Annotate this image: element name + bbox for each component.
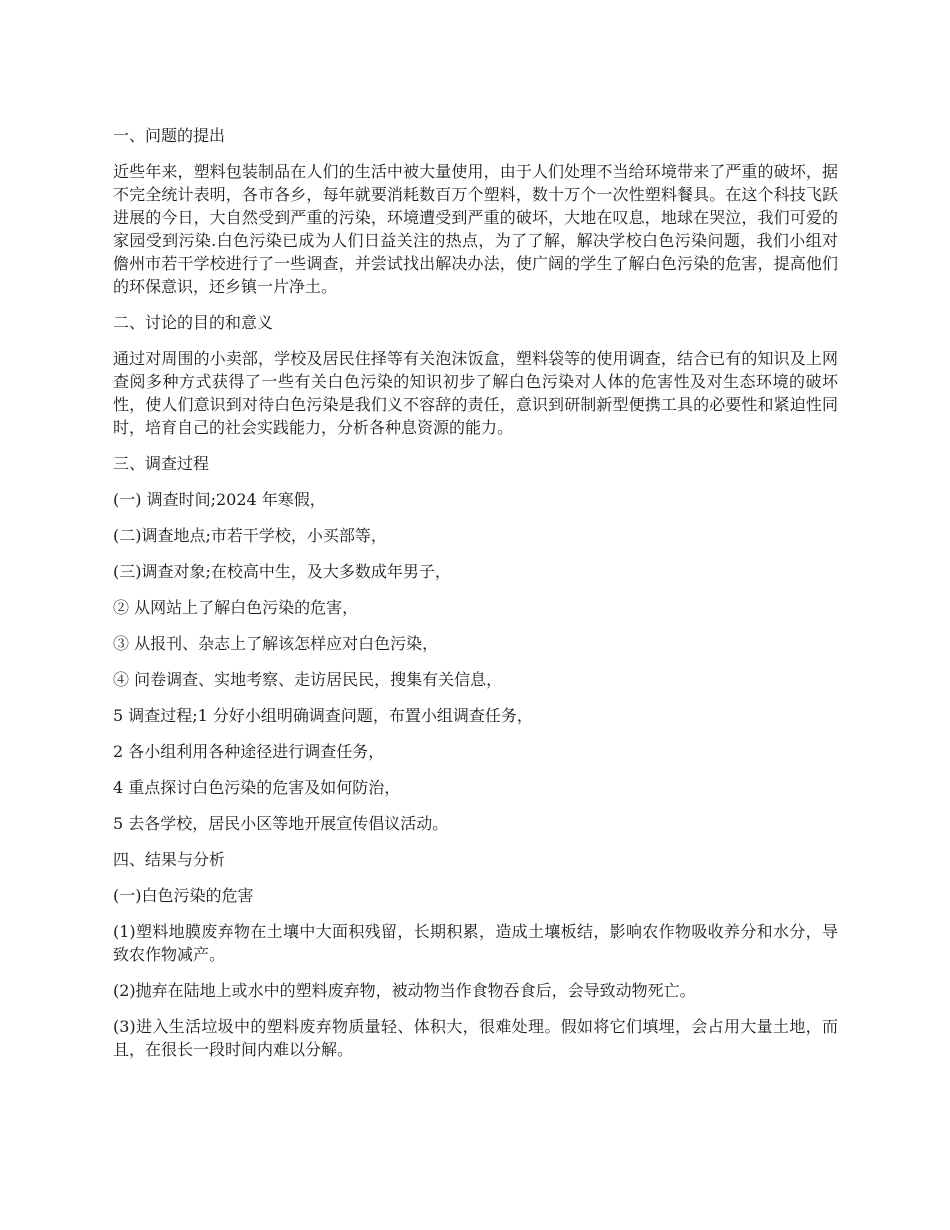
- list-item-questionnaire: ④ 问卷调查、实地考察、走访居民民，搜集有关信息，: [113, 670, 503, 689]
- paragraph-hazard-1: (1)塑料地膜废弃物在土壤中大面积残留，长期积累，造成土壤板结，影响农作物吸收养分和水分，导致农作物减产。: [113, 922, 838, 964]
- list-item-process-step-5: 5 去各学校，居民小区等地开展宣传倡议活动。: [113, 814, 449, 833]
- list-item-survey-subjects: (三)调查对象;在校高中生，及大多数成年男子，: [113, 562, 451, 581]
- section-heading-purpose: 二、讨论的目的和意义: [113, 313, 274, 332]
- list-item-press-research: ③ 从报刊、杂志上了解该怎样应对白色污染，: [113, 634, 439, 653]
- paragraph-hazard-3: (3)进入生活垃圾中的塑料废弃物质量轻、体积大，很难处理。假如将它们填埋，会占用大量土地，而且，在很长一段时间内难以分解。: [113, 1017, 838, 1059]
- list-item-process-step-4: 4 重点探讨白色污染的危害及如何防治，: [113, 778, 401, 797]
- paragraph-hazard-2: (2)抛弃在陆地上或水中的塑料废弃物，被动物当作食物吞食后，会导致动物死亡。: [113, 981, 696, 1000]
- list-item-website-research: ② 从网站上了解白色污染的危害，: [113, 598, 359, 617]
- list-item-process-step-1: 5 调查过程;1 分好小组明确调查问题，布置小组调查任务，: [113, 706, 533, 725]
- list-item-process-step-2: 2 各小组利用各种途径进行调查任务，: [113, 742, 385, 761]
- section-heading-process: 三、调查过程: [113, 454, 210, 473]
- list-item-survey-location: (二)调查地点;市若干学校，小买部等，: [113, 526, 387, 545]
- list-item-survey-time: (一) 调查时间;2024 年寒假，: [113, 490, 326, 509]
- section-heading-problem: 一、问题的提出: [113, 126, 226, 145]
- document-page: [113, 124, 838, 1074]
- section-heading-results: 四、结果与分析: [113, 850, 226, 869]
- subheading-hazards: (一)白色污染的危害: [113, 886, 254, 905]
- paragraph-background: 近些年来，塑料包装制品在人们的生活中被大量使用，由于人们处理不当给环境带来了严重的破坏，据不完全统计表明，各市各乡，每年就要消耗数百万个塑料，数十万个一次性塑料餐具。在这个科技飞跃进展的今日，大自然受到严重的污染，环境遭受到严重的破坏，大地在叹息，地球在哭泣，我们可爱的家园受到污染.白色污染已成为人们日益关注的热点，为了了解，解决学校白色污染问题，我们小组对儋州市若干学校进行了一些调查，并尝试找出解决办法，使广阔的学生了解白色污染的危害，提高他们的环保意识，还乡镇一片净土。: [113, 162, 838, 296]
- paragraph-purpose: 通过对周围的小卖部，学校及居民住择等有关泡沫饭盒，塑料袋等的使用调查，结合已有的知识及上网查阅多种方式获得了一些有关白色污染的知识初步了解白色污染对人体的危害性及对生态环境的破坏性，使人们意识到对待白色污染是我们义不容辞的责任，意识到研制新型便携工具的必要性和紧迫性同时，培育自己的社会实践能力，分析各种息资源的能力。: [113, 349, 838, 437]
